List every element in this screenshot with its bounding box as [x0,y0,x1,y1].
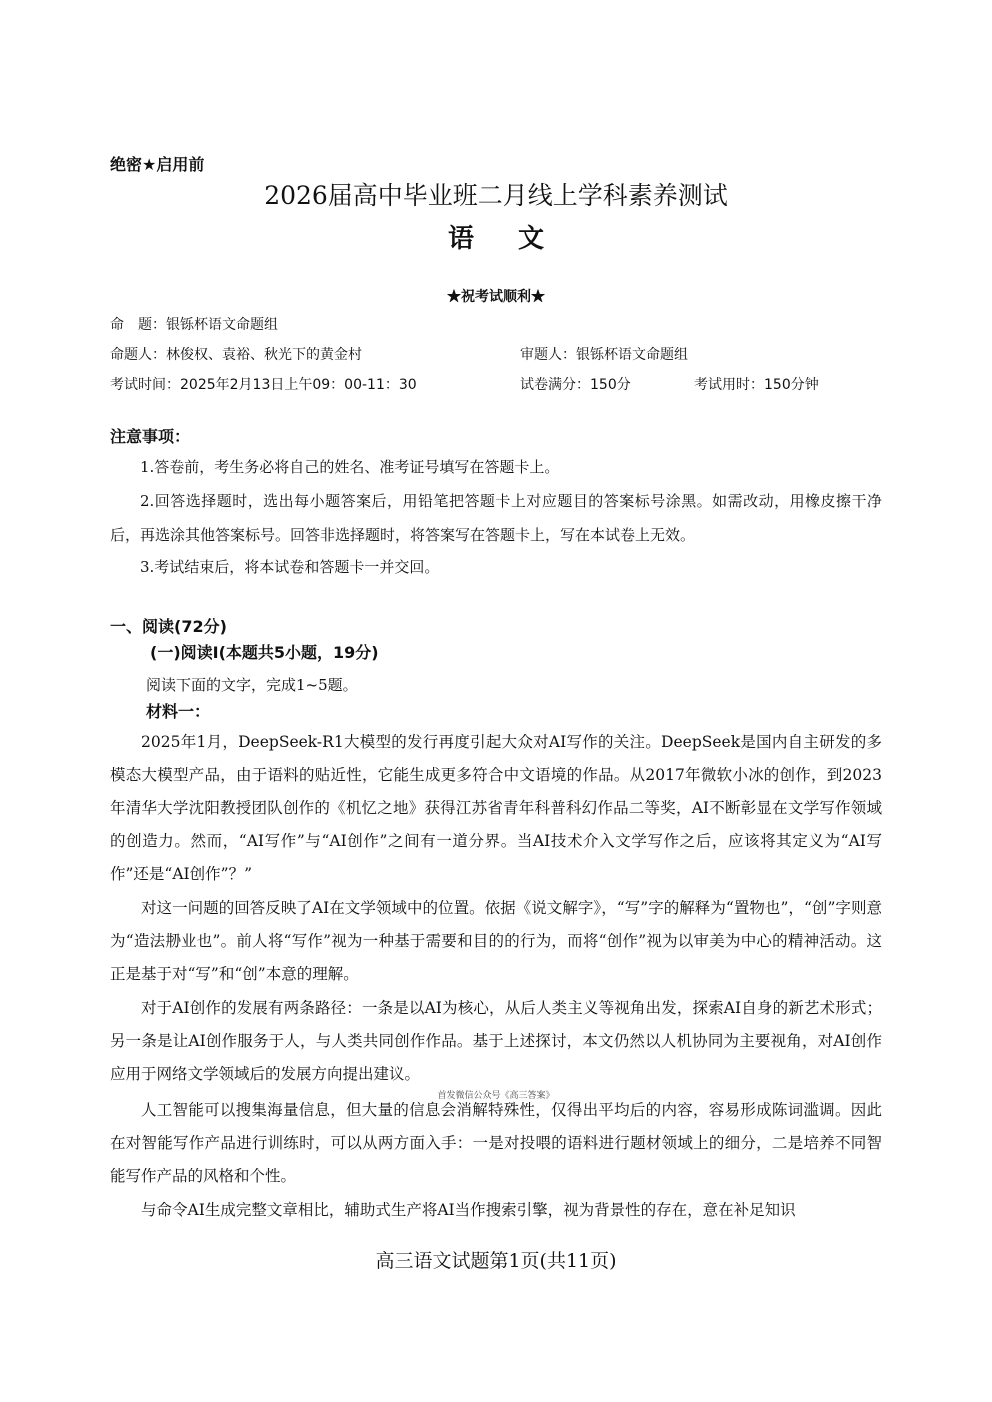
meta-reviewer: 审题人：银铄杯语文命题组 [520,347,688,363]
subject-title: 语文 [447,224,588,254]
notice-item: 2.回答选择题时，选出每小题答案后，用铅笔把答题卡上对应题目的答案标号涂黑。如需改动，用橡皮擦干净后，再选涂其他答案标号。回答非选择题时，将答案写在答题卡上，写在本试卷上无效。 [110,492,882,544]
secret-label: 绝密★启用前 [110,155,205,174]
meta-score: 试卷满分：150分 [520,377,631,393]
body-paragraph: 2025年1月，DeepSeek-R1大模型的发行再度引起大众对AI写作的关注。DeepSeek是国内自主研发的多模态大模型产品，由于语料的贴近性，它能生成更多符合中文语境的作品。从2017年微软小冰的创作，到2023年清华大学沈阳教授团队创作的《机忆之地》获得江苏省青年科普科幻作品二等奖，AI不断彰显在文学写作领域的创造力。然而，“AI写作”与“AI创作”之间有一道分界。当AI技术介入文学写作之后，应该将其定义为“AI写作”还是“AI创作”？” [110,733,882,883]
good-luck-line: ★祝考试顺利★ [447,289,545,305]
body-paragraph: 人工智能可以搜集海量信息，但大量的信息会消解特殊性，仅得出平均后的内容，容易形成陈词滥调。因此在对智能写作产品进行训练时，可以从两方面入手：一是对投喂的语料进行题材领域上的细分，二是培养不同智能写作产品的风格和个性。 [110,1101,882,1185]
notice-heading: 注意事项： [110,427,191,446]
meta-duration: 考试用时：150分钟 [694,377,819,393]
page-footer: 高三语文试题第1页(共11页) [375,1250,617,1272]
material-label: 材料一： [146,702,211,721]
subsection-heading: (一)阅读Ⅰ(本题共5小题，19分) [150,643,379,662]
body-paragraph: 与命令AI生成完整文章相比，辅助式生产将AI当作搜索引擎，视为背景性的存在，意在补足知识 [141,1201,796,1219]
meta-author: 命题人：林俊权、袁裕、秋光下的黄金村 [110,347,362,363]
exam-title: 2026届高中毕业班二月线上学科素养测试 [264,181,728,210]
section-heading: 一、阅读(72分) [110,617,227,636]
notice-item: 3.考试结束后，将本试卷和答题卡一并交回。 [140,558,440,576]
reading-intro: 阅读下面的文字，完成1~5题。 [146,676,358,694]
body-paragraph: 对这一问题的回答反映了AI在文学领域中的位置。依据《说文解字》，“写”字的解释为“置物也”，“创”字则意为“造法刱业也”。前人将“写作”视为一种基于需要和目的的行为，而将“创作”视为以审美为中心的精神活动。这正是基于对“写”和“创”本意的理解。 [110,899,882,983]
meta-time: 考试时间：2025年2月13日上午09：00-11：30 [110,377,417,393]
meta-proposition: 命 题：银铄杯语文命题组 [110,317,278,333]
body-paragraph: 对于AI创作的发展有两条路径：一条是以AI为核心，从后人类主义等视角出发，探索AI自身的新艺术形式；另一条是让AI创作服务于人，与人类共同创作作品。基于上述探讨，本文仍然以人机协同为主要视角，对AI创作应用于网络文学领域后的发展方向提出建议。 [110,999,882,1083]
notice-item: 1.答卷前，考生务必将自己的姓名、准考证号填写在答题卡上。 [140,458,560,476]
watermark-text: 首发微信公众号《高三答案》 [437,1091,555,1101]
